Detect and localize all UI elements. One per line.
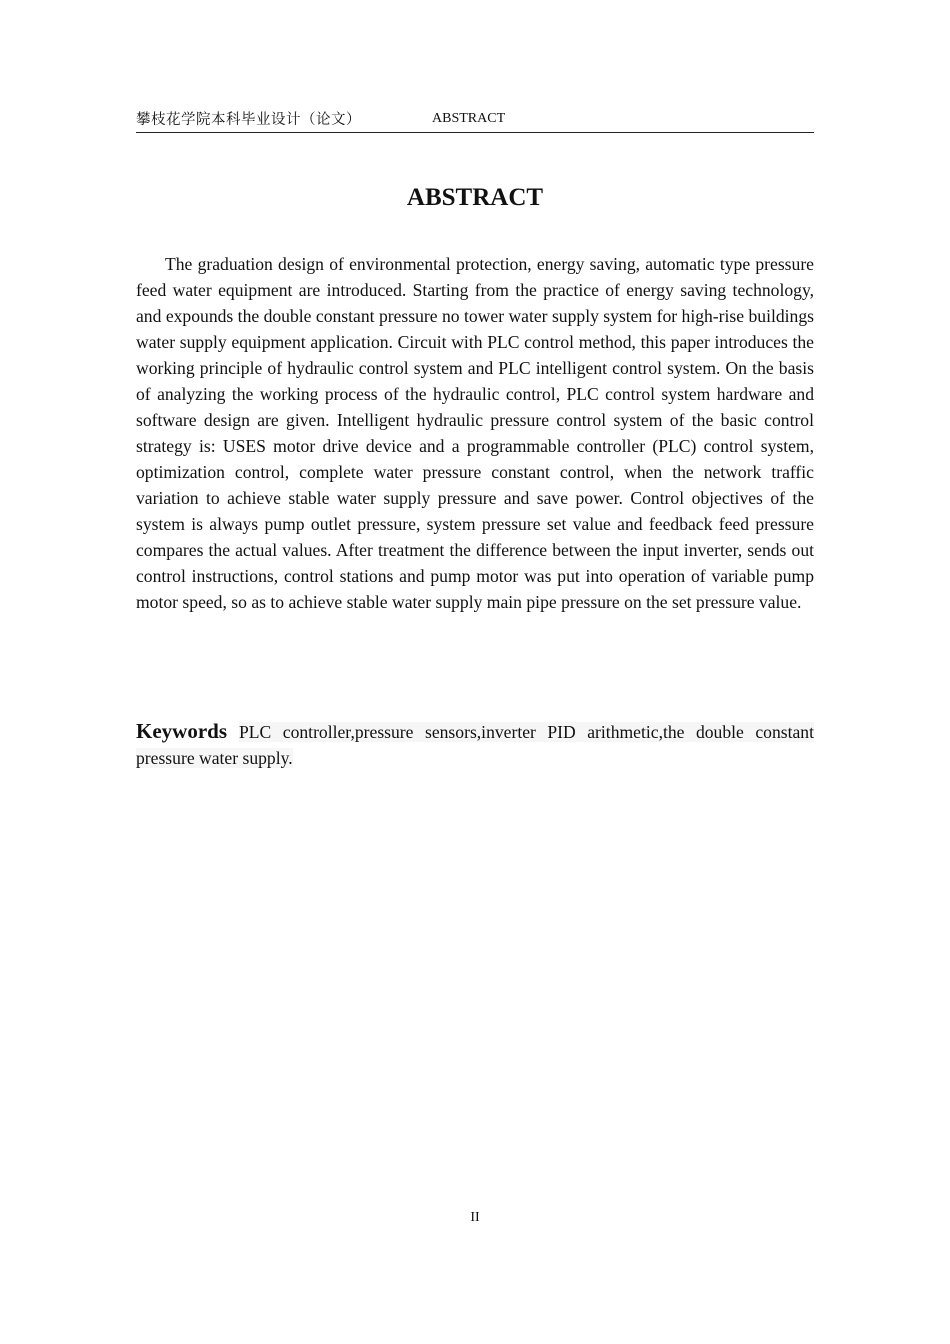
header-section: ABSTRACT: [432, 111, 506, 126]
keywords-label: Keywords: [136, 719, 227, 743]
keywords-paragraph: [136, 718, 814, 771]
keywords-text: PLC controller,pressure sensors,inverter PID arithmetic,the double constant pressure water supply.: [136, 722, 814, 768]
header-institution: 攀枝花学院本科毕业设计（论文）: [136, 112, 361, 128]
abstract-paragraph: The graduation design of environmental protection, energy saving, automatic type pressure feed water equipment are introduced. Starting from the practice of energy saving technology, and expounds the double constant pressure no tower water supply system for high-rise buildings water supply equipment application. Circuit with PLC control method, this paper introduces the working principle of hydraulic control system and PLC intelligent control system. On the basis of analyzing the working process of the hydraulic control, PLC control system hardware and software design are given. Intelligent hydraulic pressure control system of the basic control strategy is: USES motor drive device and a programmable controller (PLC) control system, optimization control, complete water pressure constant control, when the network traffic variation to achieve stable water supply pressure and save power. Control objectives of the system is always pump outlet pressure, system pressure set value and feedback feed pressure compares the actual values. After treatment the difference between the input inverter, sends out control instructions, control stations and pump motor was put into operation of variable pump motor speed, so as to achieve stable water supply main pipe pressure on the set pressure value.: [136, 254, 814, 612]
running-header: [136, 108, 814, 133]
page-number: II: [470, 1210, 480, 1225]
page-title: ABSTRACT: [406, 184, 544, 211]
